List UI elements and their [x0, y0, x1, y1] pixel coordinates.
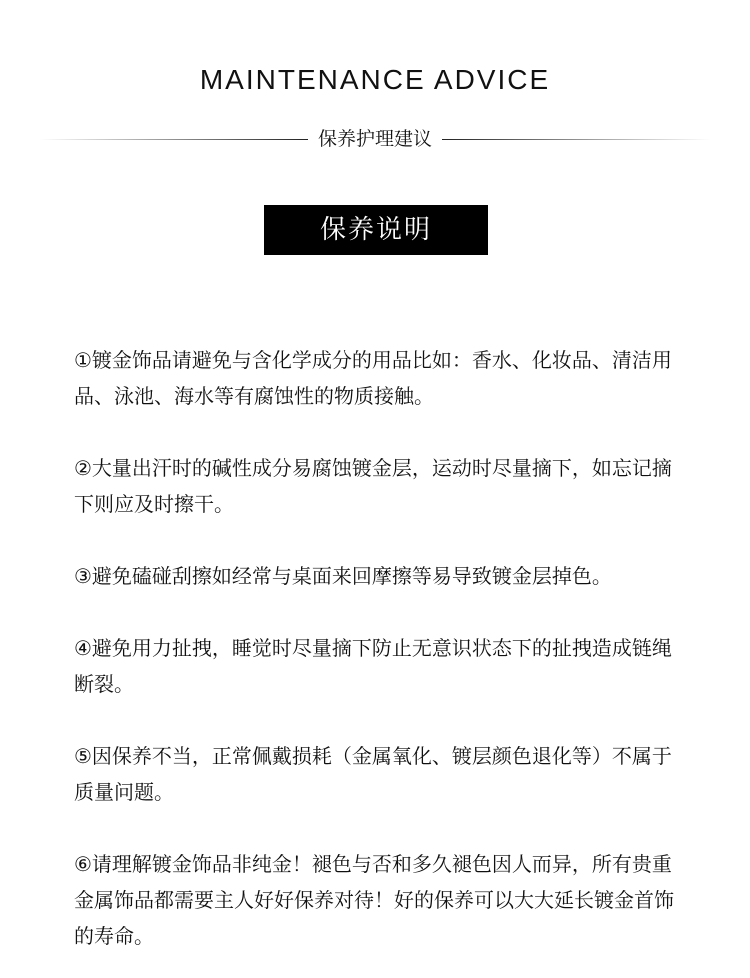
subtitle-divider-left — [40, 139, 308, 140]
advice-list — [74, 342, 686, 954]
advice-item-6: ⑥请理解镀金饰品非纯金！褪色与否和多久褪色因人而异，所有贵重金属饰品都需要主人好好保养对待！好的保养可以大大延长镀金首饰的寿命。 — [74, 852, 674, 948]
advice-item-2: ②大量出汗时的碱性成分易腐蚀镀金层，运动时尽量摘下，如忘记摘下则应及时擦干。 — [74, 456, 672, 516]
subtitle-divider-right — [442, 139, 710, 140]
page-title: MAINTENANCE ADVICE — [199, 64, 551, 95]
advice-item-4: ④避免用力扯拽，睡觉时尽量摘下防止无意识状态下的扯拽造成链绳断裂。 — [74, 636, 672, 696]
advice-item-3: ③避免磕碰刮擦如经常与桌面来回摩擦等易导致镀金层掉色。 — [74, 564, 612, 588]
advice-item-1: ①镀金饰品请避免与含化学成分的用品比如：香水、化妆品、清洁用品、泳池、海水等有腐蚀性的物质接触。 — [74, 348, 672, 408]
page-subtitle: 保养护理建议 — [317, 128, 432, 150]
subtitle-row — [0, 124, 750, 154]
advice-item-5: ⑤因保养不当，正常佩戴损耗（金属氧化、镀层颜色退化等）不属于质量问题。 — [74, 744, 672, 804]
section-banner: 保养说明 — [264, 205, 488, 255]
